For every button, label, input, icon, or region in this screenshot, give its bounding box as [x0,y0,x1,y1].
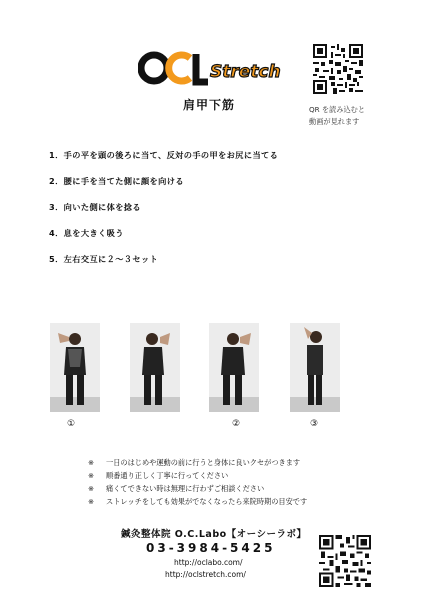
qr-code-icon [313,44,363,94]
note-mark: ※ [88,458,95,467]
step-item: 1．手の平を頭の後ろに当て、反対の手の甲をお尻に当てる [49,150,279,160]
ocl-stretch-logo [138,46,290,90]
qr-code-icon [319,535,371,587]
note-mark: ※ [88,484,95,493]
stretch-website-link[interactable]: http://oclstretch.com/ [165,570,246,579]
note-text: 一日のはじめや運動の前に行うと身体に良いクセがつきます [106,458,301,467]
step-item: 4．息を大きく吸う [49,228,124,238]
page-title: 肩甲下筋 [183,98,236,112]
person-front-photo [50,323,100,412]
qr-code-video[interactable] [313,44,363,94]
note-item [88,484,264,494]
photo-number: ③ [310,419,319,429]
note-item [88,471,228,481]
step-item: 5．左右交互に２～３セット [49,254,159,264]
step-item: 3．向いた側に体を捻る [49,202,141,212]
note-mark: ※ [88,471,95,480]
stretch-photo-4 [290,323,340,412]
photo-number: ① [67,419,76,429]
person-front-photo [209,323,259,412]
clinic-name: 鍼灸整体院 O.C.Labo【オーシーラボ】 [121,529,307,540]
step-item: 2．腰に手を当てた側に顔を向ける [49,176,184,186]
note-text: ストレッチをしても効果がでなくなったら来院時期の目安です [106,497,308,506]
qr-code-website[interactable] [319,535,371,587]
phone-number[interactable]: 03-3984-5425 [146,541,276,555]
brand-logo [138,46,290,90]
note-text: 順番通り正しく丁寧に行ってください [106,471,229,480]
stretch-photo-2 [130,323,180,412]
person-side-photo [290,323,340,412]
website-link[interactable]: http://oclabo.com/ [174,558,243,567]
qr-caption-line: QR を読み込むと [309,105,366,114]
note-mark: ※ [88,497,95,506]
note-text: 痛くてできない時は無理に行わずご相談ください [106,484,265,493]
person-front-photo [130,323,180,412]
photo-number: ② [232,419,241,429]
qr-caption [309,104,375,128]
note-item [88,497,307,507]
stretch-photo-1 [50,323,100,412]
note-item [88,458,300,468]
stretch-photo-3 [209,323,259,412]
qr-caption-line: 動画が見れます [309,117,360,126]
logo-word: Stretch [210,62,281,82]
